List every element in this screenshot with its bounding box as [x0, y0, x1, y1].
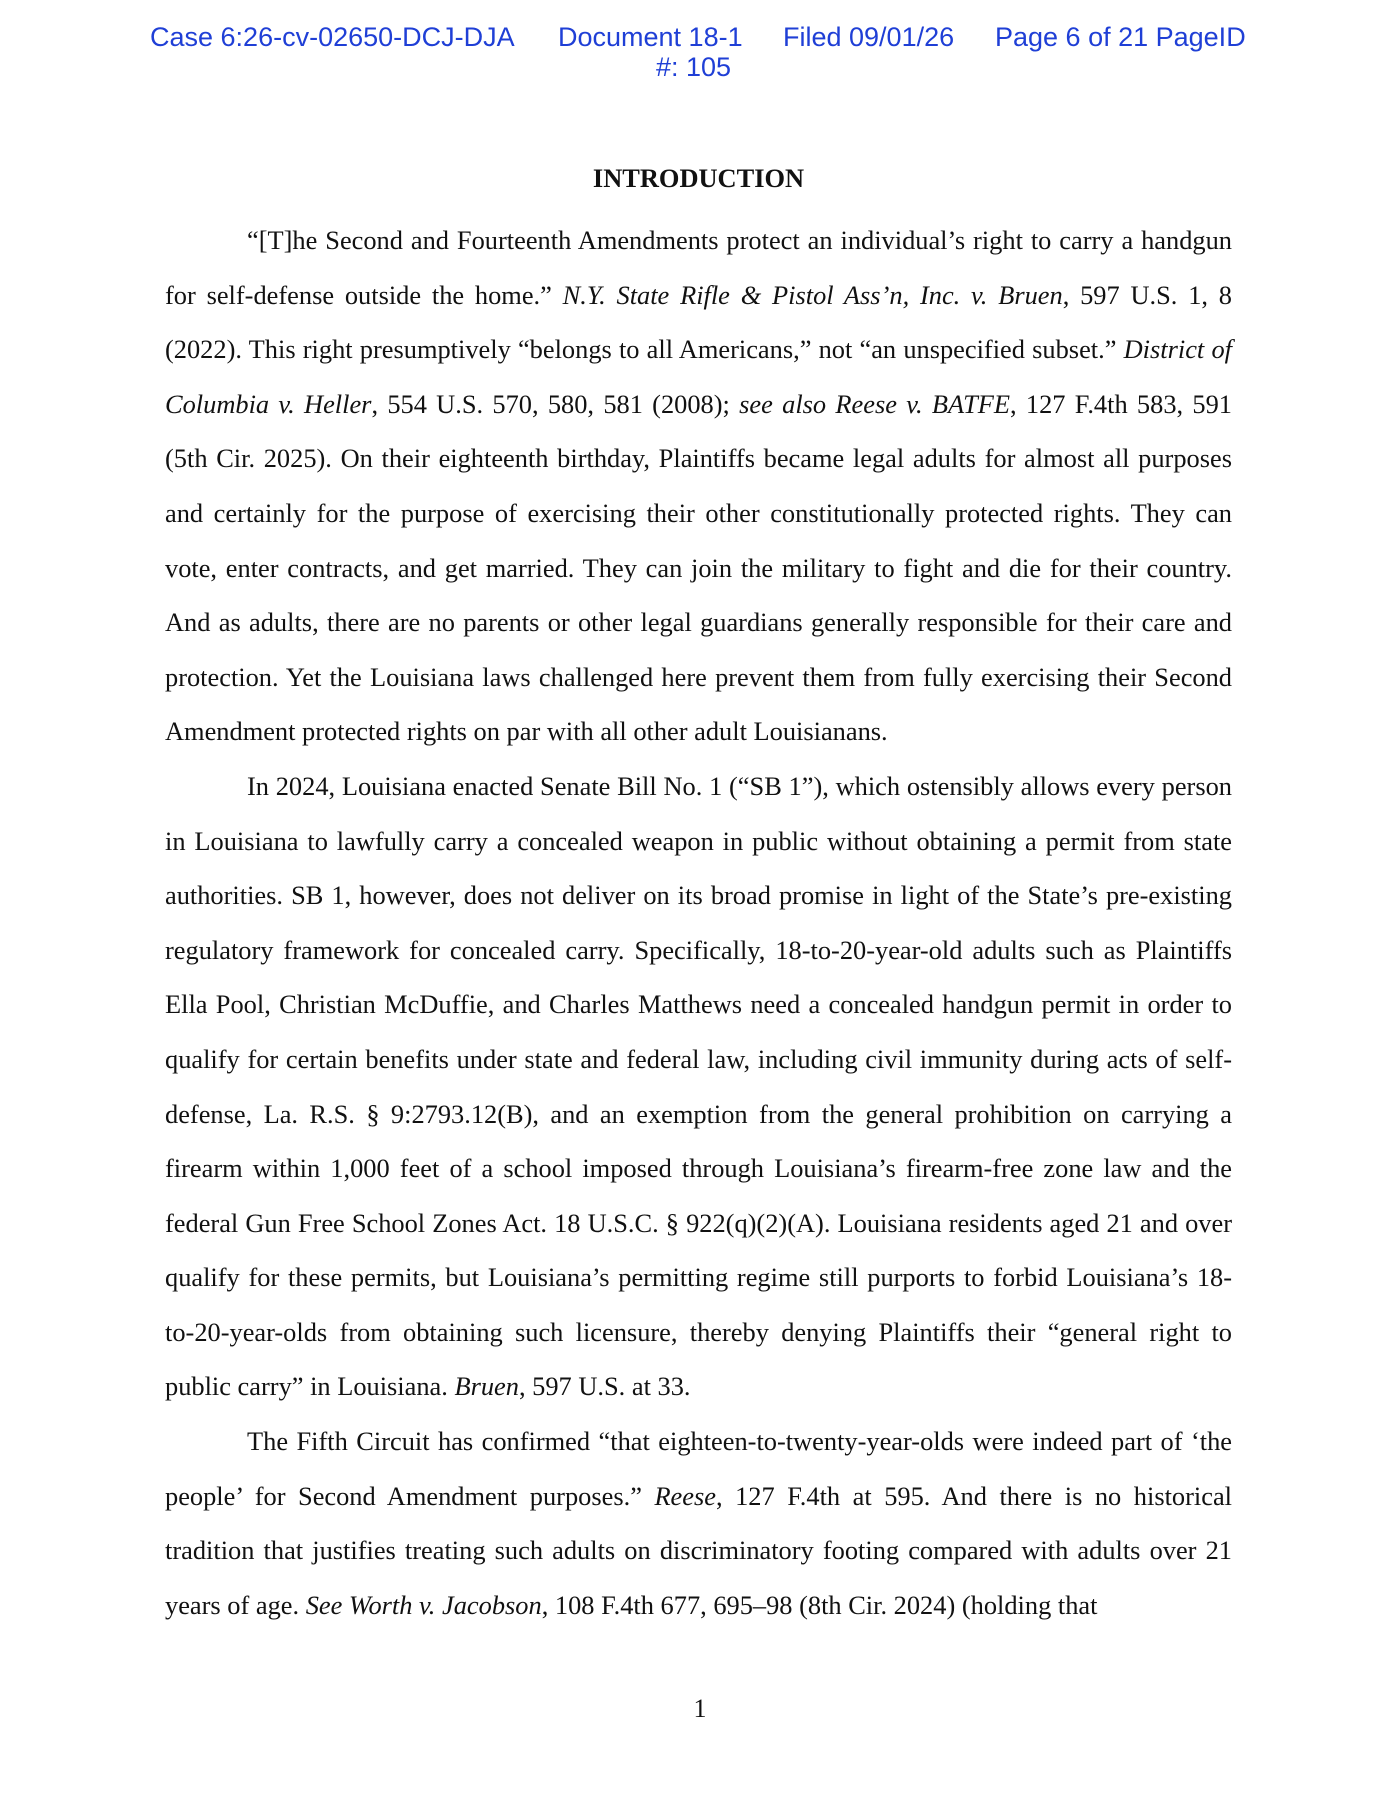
document-number: Document 18-1 — [558, 22, 743, 52]
citation-italic: See Worth v. Jacobson — [305, 1589, 542, 1620]
ecf-header — [0, 22, 1400, 82]
paragraphs — [165, 213, 1232, 1632]
citation-italic: Bruen — [454, 1371, 519, 1402]
page-number: 1 — [693, 1694, 707, 1723]
page-id: #: 105 — [656, 52, 732, 82]
citation-italic: N.Y. State Rifle & Pistol Ass’n, Inc. v. Bruen — [562, 279, 1063, 310]
document-body — [165, 163, 1232, 1632]
paragraph — [165, 1414, 1232, 1632]
page-of-pages: Page 6 of 21 PageID — [995, 22, 1246, 52]
text-run: “[T]he Second and Fourteenth Amendments protect an individual’s right to carry a handgun for self-defense outside the home.” — [165, 225, 1232, 310]
text-run: The Fifth Circuit has confirmed “that eighteen-to-twenty-year-olds were indeed part of ‘the people’ for Second Amendment purposes.” — [165, 1426, 1232, 1511]
text-run: , 597 U.S. at 33. — [518, 1371, 691, 1402]
text-run: , 554 U.S. 570, 580, 581 (2008); — [371, 388, 740, 419]
text-run: In 2024, Louisiana enacted Senate Bill No. 1 (“SB 1”), which ostensibly allows every person in Louisiana to lawfully carry a concealed weapon in public without obtaining a permit from state authorities. SB 1, however, does not deliver on its broad promise in light of the State’s pre-existing regulatory framework for concealed carry. Specifically, 18-to-20-year-old adults such as Plaintiffs Ella Pool, Christian McDuffie, and Charles Matthews need a concealed handgun permit in order to qualify for certain benefits under state and federal law, including civil immunity during acts of self-defense, La. R.S. § 9:2793.12(B), and an exemption from the general prohibition on carrying a firearm within 1,000 feet of a school imposed through Louisiana’s firearm-free zone law and the federal Gun Free School Zones Act. 18 U.S.C. § 922(q)(2)(A). Louisiana residents aged 21 and over qualify for these permits, but Louisiana’s permitting regime still purports to forbid Louisiana’s 18-to-20-year-olds from obtaining such licensure, thereby denying Plaintiffs their “general right to public carry” in Louisiana. — [165, 770, 1232, 1402]
text-run: , 127 F.4th 583, 591 (5th Cir. 2025). On their eighteenth birthday, Plaintiffs became legal adults for almost all purposes and certainly for the purpose of exercising their other constitutionally protected rights. They can vote, enter contracts, and get married. They can join the military to fight and die for their country. And as adults, there are no parents or other legal guardians generally responsible for their care and protection. Yet the Louisiana laws challenged here prevent them from fully exercising their Second Amendment protected rights on par with all other adult Louisianans. — [165, 388, 1232, 747]
case-number: Case 6:26-cv-02650-DCJ-DJA — [150, 22, 515, 52]
text-run: , 108 F.4th 677, 695–98 (8th Cir. 2024) (holding that — [541, 1589, 1098, 1620]
citation-italic: see also Reese v. BATFE — [739, 388, 1011, 419]
paragraph — [165, 213, 1232, 759]
citation-italic: Reese — [654, 1480, 716, 1511]
paragraph — [165, 759, 1232, 1414]
section-heading: INTRODUCTION — [592, 163, 805, 193]
filed-date: Filed 09/01/26 — [783, 22, 955, 52]
citation-italic: District of Columbia v. Heller — [165, 334, 1232, 419]
text-run: , 127 F.4th at 595. And there is no historical tradition that justifies treating such adults on discriminatory footing compared with adults over 21 years of age. — [165, 1480, 1232, 1620]
text-run: , 597 U.S. 1, 8 (2022). This right presumptively “belongs to all Americans,” not “an unspecified subset.” — [165, 279, 1232, 365]
